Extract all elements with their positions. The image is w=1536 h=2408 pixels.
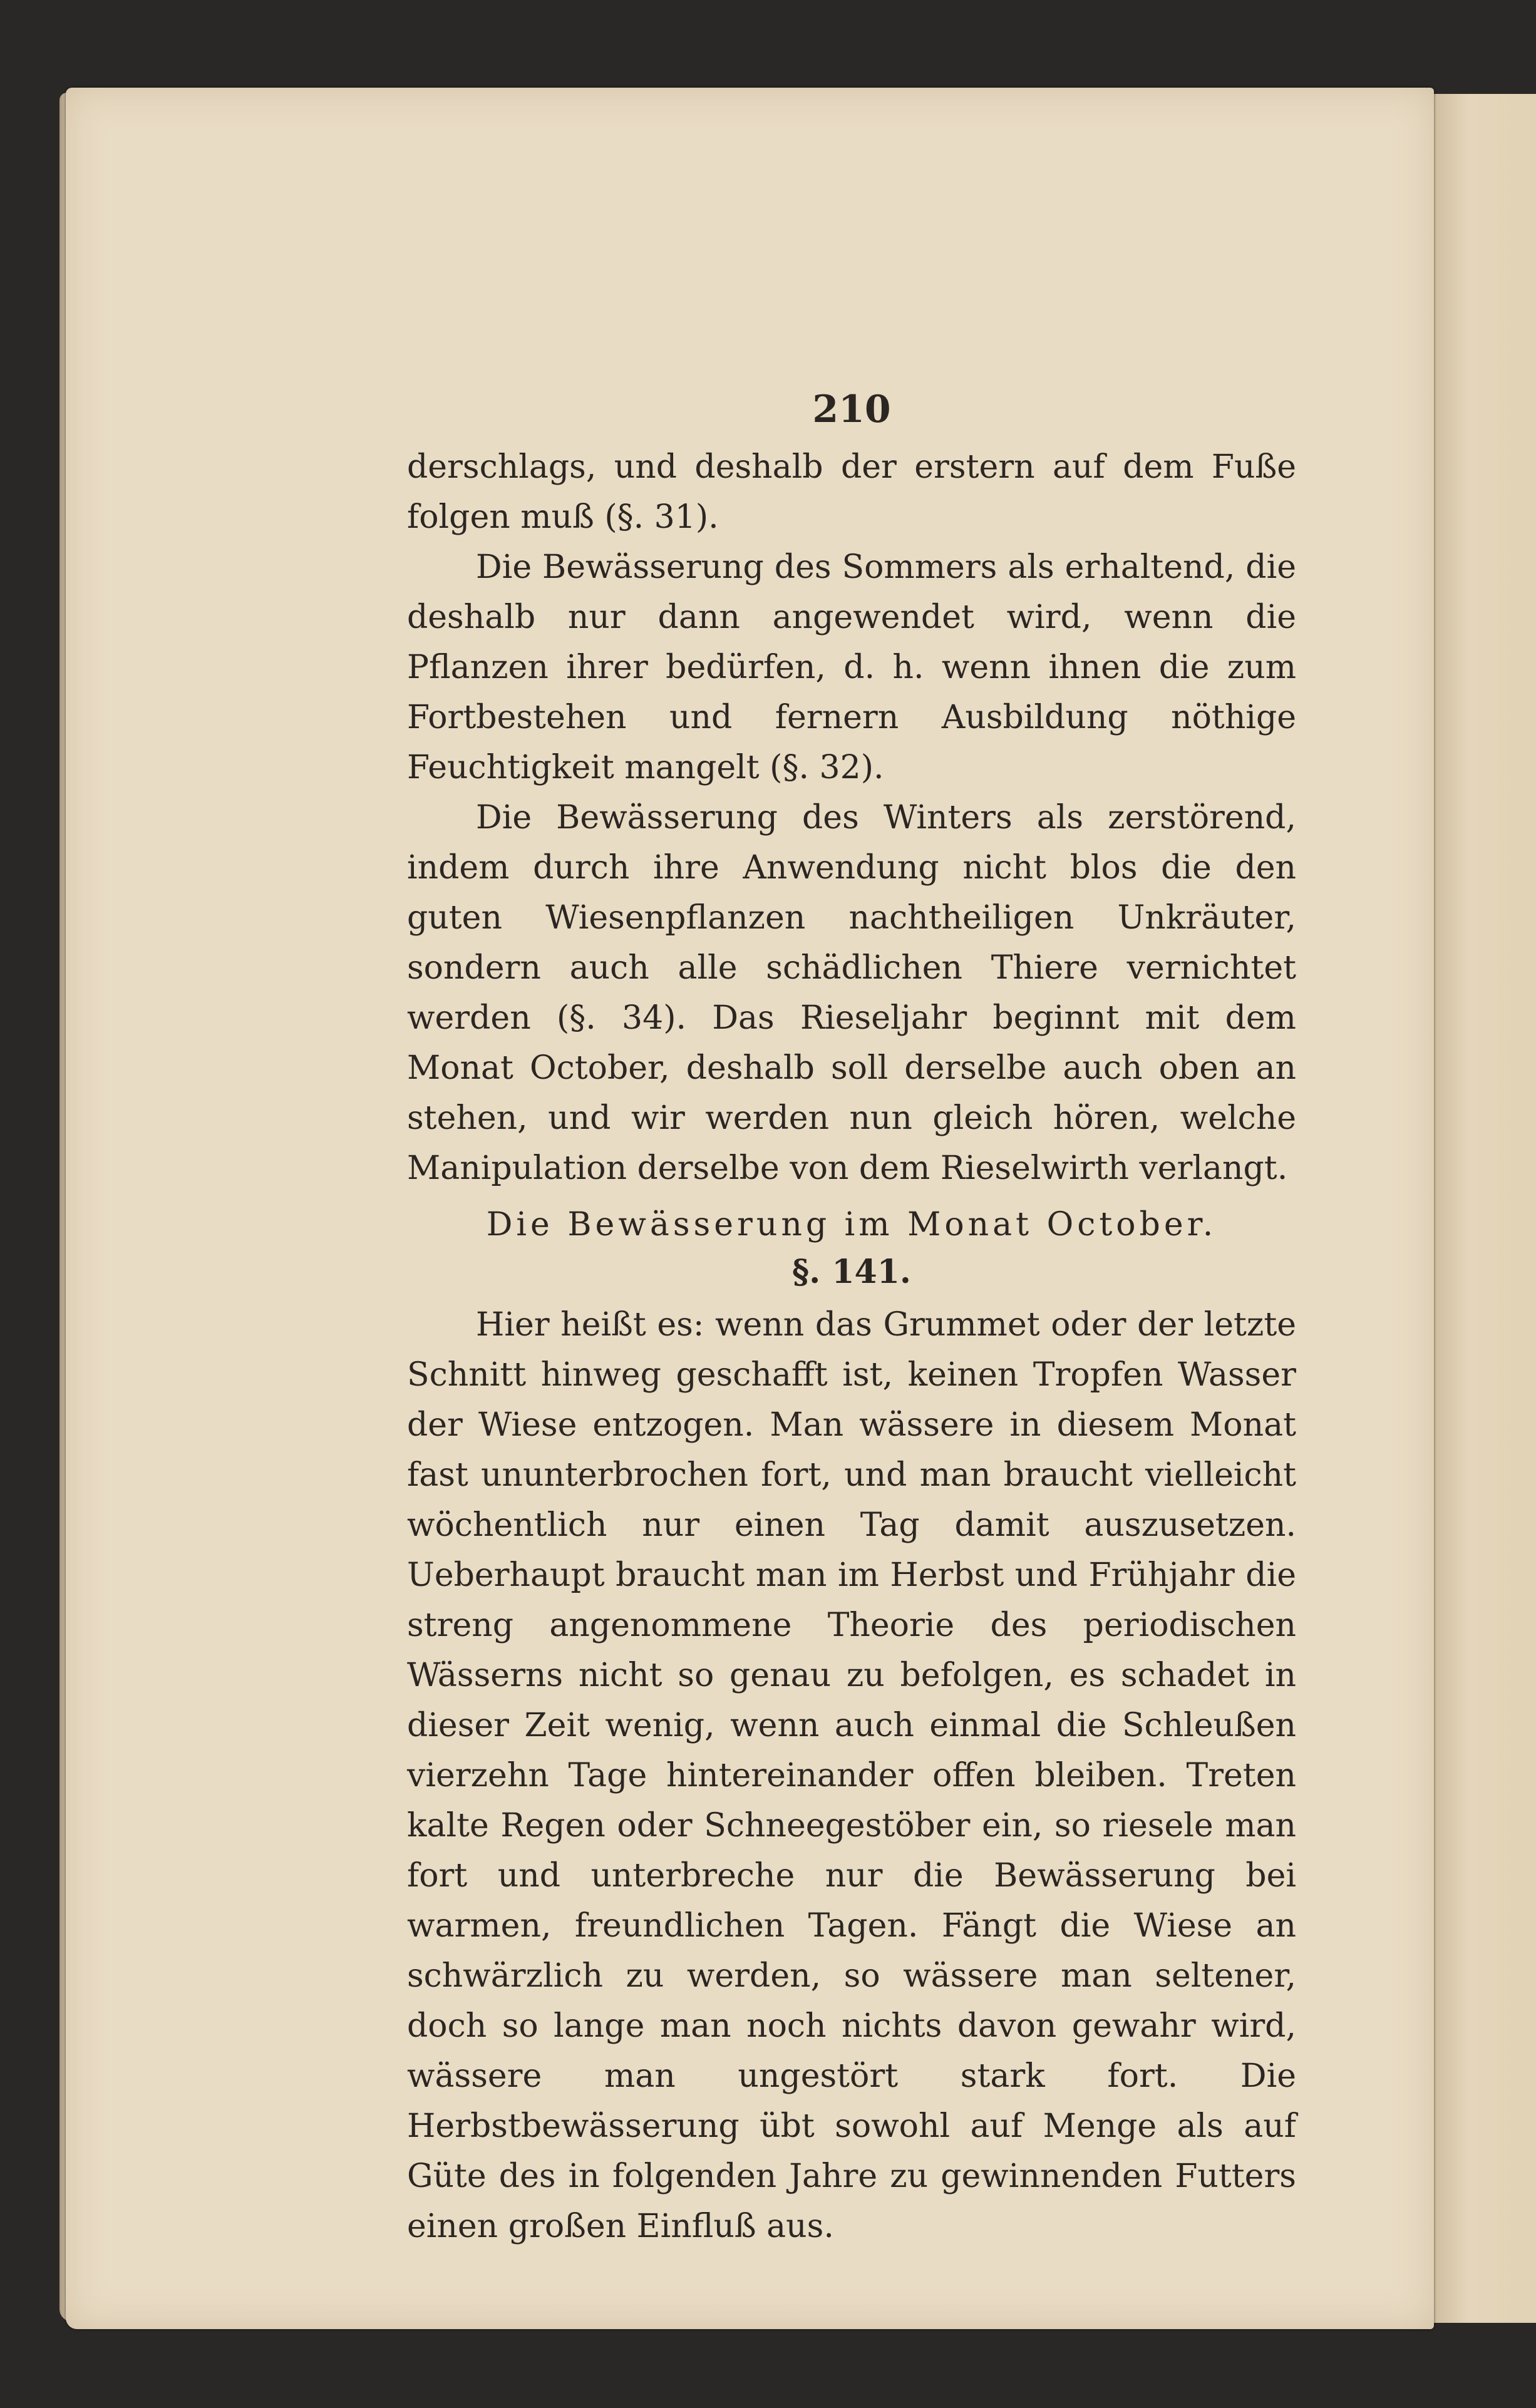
paragraph-summer: Die Bewässerung des Sommers als erhaltend, die deshalb nur dann angewendet wird, wenn die Pflanzen ihrer bedürfen, d. h. wenn ihnen die zum Fortbestehen und fernern Ausbildung nöthige Feuchtigkeit mangelt (§. 32). bbox=[407, 548, 1296, 786]
paragraph-continuation: derschlags, und deshalb der erstern auf dem Fuße folgen muß (§. 31). bbox=[407, 448, 1296, 536]
page-number: 210 bbox=[812, 388, 891, 431]
paragraph-section-141: Hier heißt es: wenn das Grummet oder der letzte Schnitt hinweg geschafft ist, keinen Tropfen Wasser der Wiese entzogen. Man wässere in diesem Monat fast ununterbrochen fort, und man braucht vielleicht wöchentlich nur einen Tag damit auszusetzen. Ueberhaupt braucht man im Herbst und Frühjahr die streng angenommene Theorie des periodischen Wässerns nicht so genau zu befolgen, es schadet in dieser Zeit wenig, wenn auch einmal die Schleußen vierzehn Tage hintereinander offen bleiben. Treten kalte Regen oder Schneegestöber ein, so riesele man fort und unterbreche nur die Bewässerung bei warmen, freundlichen Tagen. Fängt die Wiese an schwärzlich zu werden, so wässere man seltener, doch so lange man noch nichts davon gewahr wird, wässere man ungestört stark fort. Die Herbstbewässerung übt sowohl auf Menge als auf Güte des in folgenden Jahre zu gewinnenden Futters einen großen Einfluß aus. bbox=[407, 1306, 1296, 2245]
page-text-block bbox=[407, 388, 1296, 2251]
chapter-heading: Die Bewässerung im Monat October. bbox=[486, 1206, 1217, 1243]
next-page-edge bbox=[1429, 94, 1536, 2323]
paragraph-winter: Die Bewässerung des Winters als zerstörend, indem durch ihre Anwendung nicht blos die den guten Wiesenpflanzen nachtheiligen Unkräuter, sondern auch alle schädlichen Thiere vernichtet werden (§. 34). Das Rieseljahr beginnt mit dem Monat October, deshalb soll derselbe auch oben an stehen, und wir werden nun gleich hören, welche Manipulation derselbe von dem Rieselwirth verlangt. bbox=[407, 799, 1296, 1187]
section-number: §. 141. bbox=[791, 1253, 912, 1291]
